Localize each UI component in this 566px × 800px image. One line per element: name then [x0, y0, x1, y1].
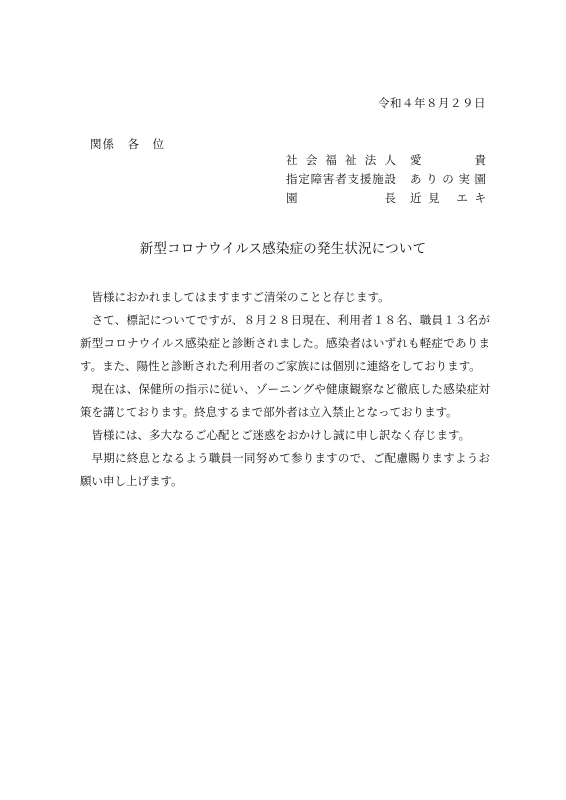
sender-organization-name: 愛 貴 — [410, 152, 486, 167]
body-paragraph-measures: 現在は、保健所の指示に従い、ゾーニングや健康観察など徹底した感染症対策を講じております。終息するまで部外者は立入禁止となっております。 — [80, 382, 490, 419]
sender-block — [286, 150, 496, 207]
sender-organization-row — [286, 150, 496, 169]
body-paragraph-closing: 早期に終息となるよう職員一同努めて参りますので、ご配慮賜りますようお願い申し上げます。 — [80, 451, 490, 488]
body-paragraph-cases: さて、標記についてですが、８月２８日現在、利用者１８名、職員１３名が新型コロナウイルス感染症と診断されました。感染者はいずれも軽症であります。また、陽性と診断された利用者のご家族には個別に連絡をしております。 — [80, 313, 490, 373]
sender-facility-row — [286, 169, 496, 188]
body-paragraph-greeting: 皆様におかれましてはますますご清栄のことと存じます。 — [91, 290, 390, 304]
body-paragraph-apology: 皆様には、多大なるご心配とご迷惑をおかけし誠に申し訳なく存じます。 — [91, 428, 471, 442]
sender-director-row — [286, 188, 496, 207]
recipient-line: 関係 各 位 — [90, 137, 165, 151]
document-title: 新型コロナウイルス感染症の発生状況について — [139, 241, 427, 257]
sender-director-title: 園 長 — [286, 190, 396, 205]
sender-organization-type: 社会福祉法人 — [286, 152, 396, 167]
sender-facility-type: 指定障害者支援施設 — [286, 171, 396, 186]
sender-director-name: 近見 エキ — [410, 190, 486, 205]
document-body — [80, 286, 490, 493]
sender-facility-name: ありの実園 — [410, 171, 486, 186]
document-date: 令和４年８月２９日 — [378, 96, 486, 110]
